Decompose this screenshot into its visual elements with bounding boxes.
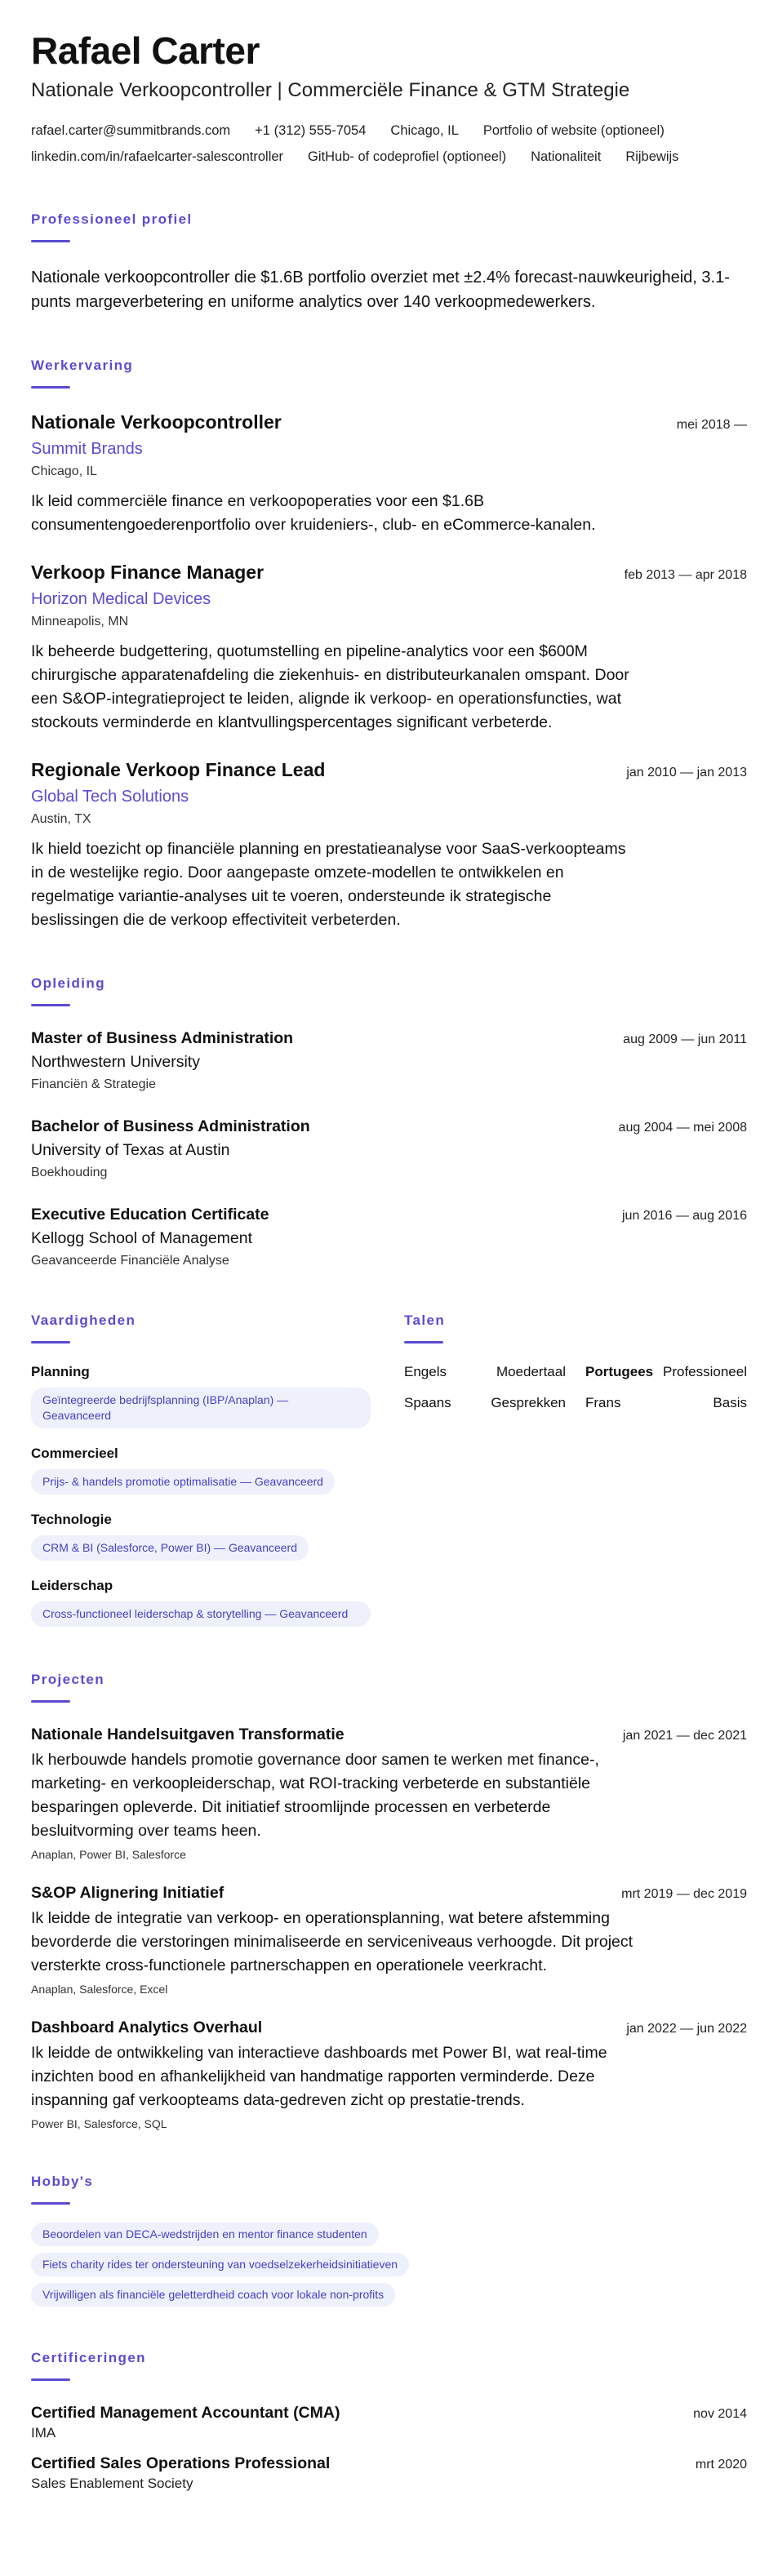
project-name: Dashboard Analytics Overhaul xyxy=(31,2019,263,2036)
project-dates: jan 2021 — dec 2021 xyxy=(622,1729,747,1743)
profile-summary: Nationale verkoopcontroller die $1.6B portfolio overziet met ±2.4% forecast-nauwkeurigheid, 3.1-punts margeverbetering en uniforme analytics over 140 verkoopmedewerkers. xyxy=(31,269,730,311)
section-certifications xyxy=(31,2349,747,2494)
contact-email[interactable]: rafael.carter@summitbrands.com xyxy=(31,123,231,138)
language-level: Basis xyxy=(713,1395,747,1410)
section-profile xyxy=(31,211,747,314)
section-hobbies xyxy=(31,2173,747,2307)
skill-category xyxy=(31,1363,372,1428)
section-experience xyxy=(31,357,747,932)
language-item xyxy=(404,1394,566,1412)
certification-entry xyxy=(31,2402,747,2443)
job-company: Global Tech Solutions xyxy=(31,788,189,806)
language-level: Gesprekken xyxy=(491,1395,566,1410)
certification-date: mrt 2020 xyxy=(695,2458,747,2472)
contact-phone[interactable]: +1 (312) 555-7054 xyxy=(255,123,367,138)
language-name: Engels xyxy=(404,1364,447,1379)
section-title: Professioneel profiel xyxy=(31,211,193,227)
project-tools: Anaplan, Power BI, Salesforce xyxy=(31,1848,186,1861)
section-divider xyxy=(31,1004,70,1006)
job-title: Nationale Verkoopcontroller xyxy=(31,411,282,433)
project-dates: jan 2022 — jun 2022 xyxy=(626,2022,747,2036)
skill-category xyxy=(31,1511,372,1561)
hobby-pill: Beoordelen van DECA-wedstrijden en mentor finance studenten xyxy=(31,2223,379,2246)
skill-pill: Geïntegreerde bedrijfsplanning (IBP/Anaplan) — Geavanceerd xyxy=(31,1388,371,1428)
job-dates: feb 2013 — apr 2018 xyxy=(624,568,747,582)
section-title: Vaardigheden xyxy=(31,1312,136,1328)
section-title: Talen xyxy=(404,1312,446,1328)
section-divider xyxy=(31,386,70,389)
education-entry xyxy=(31,1028,747,1095)
certification-entry xyxy=(31,2453,747,2494)
section-divider xyxy=(404,1341,443,1344)
language-item xyxy=(585,1363,747,1381)
job-dates: jan 2010 — jan 2013 xyxy=(626,766,747,779)
certification-issuer: IMA xyxy=(31,2425,56,2441)
section-title: Projecten xyxy=(31,1672,105,1687)
school-name: Kellogg School of Management xyxy=(31,1229,253,1247)
study-field: Boekhouding xyxy=(31,1166,108,1179)
language-name: Spaans xyxy=(404,1395,451,1410)
education-dates: aug 2004 — mei 2008 xyxy=(618,1121,747,1135)
experience-entry xyxy=(31,410,747,537)
experience-entry xyxy=(31,560,747,735)
section-skills-languages xyxy=(31,1312,747,1627)
project-name: Nationale Handelsuitgaven Transformatie xyxy=(31,1725,345,1743)
degree-title: Master of Business Administration xyxy=(31,1029,294,1047)
project-name: S&OP Alignering Initiatief xyxy=(31,1884,225,1902)
section-divider xyxy=(31,240,70,242)
section-title: Opleiding xyxy=(31,975,105,991)
section-divider xyxy=(31,2378,70,2381)
skill-pill: Prijs- & handels promotie optimalisatie — Geavanceerd xyxy=(31,1469,335,1495)
job-location: Minneapolis, MN xyxy=(31,615,129,628)
job-title: Verkoop Finance Manager xyxy=(31,562,265,583)
job-description: Ik beheerde budgettering, quotumstelling en pipeline-analytics voor een $600M chirurgische apparatenafdeling die ziekenhuis- en distributeurkanalen omspant. Door een S&OP-integratieproject te leiden, alignde ik verkoop- en operationsfuncties, wat stockouts verminderde en klantvullingspercentages significant verbeterde. xyxy=(31,642,629,731)
language-name: Frans xyxy=(585,1395,621,1410)
project-dates: mrt 2019 — dec 2019 xyxy=(621,1887,747,1901)
job-description: Ik leid commerciële finance en verkoopoperaties voor een $1.6B consumentengoederenportfolio over kruideniers-, club- en eCommerce-kanalen. xyxy=(31,492,596,534)
project-entry xyxy=(31,2017,747,2132)
section-projects xyxy=(31,1671,747,2132)
language-row xyxy=(404,1394,747,1412)
skills-column xyxy=(31,1312,372,1627)
skill-category xyxy=(31,1577,372,1627)
experience-entry xyxy=(31,757,747,932)
job-title: Regionale Verkoop Finance Lead xyxy=(31,759,326,780)
study-field: Financiën & Strategie xyxy=(31,1077,156,1091)
project-description: Ik leidde de ontwikkeling van interactieve dashboards met Power BI, wat real-time inzichten bood en afhankelijkheid van handmatige rapporten verminderde. Deze inspanning gaf verkoopteams data-gedreven zicht op prestatie-trends. xyxy=(31,2044,607,2109)
job-location: Austin, TX xyxy=(31,812,91,826)
skill-category-label: Leiderschap xyxy=(31,1578,113,1593)
contact-drivers-license: Rijbewijs xyxy=(625,149,679,164)
job-location: Chicago, IL xyxy=(31,464,97,478)
certification-issuer: Sales Enablement Society xyxy=(31,2476,193,2491)
contact-portfolio[interactable]: Portfolio of website (optioneel) xyxy=(482,123,665,138)
job-description: Ik hield toezicht op financiële planning en prestatieanalyse voor SaaS-verkoopteams in de westelijke regio. Door aangepaste omzete-modellen te ontwikkelen en regelmatige variantie-analyses uit te voeren, ondersteunde ik strategische beslissingen die de verkoop effectiviteit verbeterden. xyxy=(31,840,626,929)
language-item xyxy=(404,1363,566,1381)
language-item xyxy=(585,1394,747,1412)
education-dates: jun 2016 — aug 2016 xyxy=(621,1209,747,1223)
project-tools: Power BI, Salesforce, SQL xyxy=(31,2117,167,2130)
resume-header xyxy=(31,29,747,170)
job-company: Horizon Medical Devices xyxy=(31,590,211,608)
section-divider xyxy=(31,1700,70,1703)
section-title: Werkervaring xyxy=(31,358,134,373)
skill-category xyxy=(31,1445,372,1495)
certification-name: Certified Sales Operations Professional xyxy=(31,2454,331,2472)
contact-github[interactable]: GitHub- of codeprofiel (optioneel) xyxy=(308,149,507,164)
certification-date: nov 2014 xyxy=(693,2407,747,2421)
hobby-pill: Fiets charity rides ter ondersteuning van voedselzekerheidsinitiatieven xyxy=(31,2253,409,2276)
contact-linkedin[interactable]: linkedin.com/in/rafaelcarter-salescontroller xyxy=(31,149,284,164)
skill-category-label: Technologie xyxy=(31,1512,112,1527)
contact-nationality: Nationaliteit xyxy=(531,149,602,164)
degree-title: Bachelor of Business Administration xyxy=(31,1117,310,1135)
project-entry xyxy=(31,1882,747,1997)
education-dates: aug 2009 — jun 2011 xyxy=(623,1033,747,1046)
project-tools: Anaplan, Salesforce, Excel xyxy=(31,1983,168,1996)
skill-category-label: Commercieel xyxy=(31,1446,118,1461)
certification-name: Certified Management Accountant (CMA) xyxy=(31,2404,340,2422)
school-name: University of Texas at Austin xyxy=(31,1141,230,1159)
language-row xyxy=(404,1363,747,1381)
study-field: Geavanceerde Financiële Analyse xyxy=(31,1254,229,1268)
skill-pill: CRM & BI (Salesforce, Power BI) — Geavanceerd xyxy=(31,1535,309,1561)
section-title: Certificeringen xyxy=(31,2350,146,2365)
project-description: Ik leidde de integratie van verkoop- en operationsplanning, wat betere afstemming bevorderde die verstoringen minimaliseerde en serviceniveaus verhoogde. Dit project versterkte cross-functionele partnerschappen en operationele veerkracht. xyxy=(31,1909,634,1974)
section-education xyxy=(31,975,747,1271)
language-level: Moedertaal xyxy=(496,1364,566,1379)
candidate-name: Rafael Carter xyxy=(31,29,260,72)
contact-info xyxy=(31,118,747,170)
skill-pill: Cross-functioneel leiderschap & storytelling — Geavanceerd xyxy=(31,1601,371,1627)
degree-title: Executive Education Certificate xyxy=(31,1206,269,1224)
section-divider xyxy=(31,1341,70,1344)
contact-location: Chicago, IL xyxy=(390,123,459,138)
languages-column xyxy=(404,1312,747,1627)
language-name: Portugees xyxy=(585,1364,654,1379)
job-company: Summit Brands xyxy=(31,440,143,458)
section-title: Hobby's xyxy=(31,2174,94,2189)
language-level: Professioneel xyxy=(662,1364,747,1379)
school-name: Northwestern University xyxy=(31,1053,200,1071)
hobby-pill: Vrijwilligen als financiële geletterdheid coach voor lokale non-profits xyxy=(31,2283,395,2307)
section-divider xyxy=(31,2202,70,2205)
project-entry xyxy=(31,1724,747,1863)
education-entry xyxy=(31,1116,747,1183)
job-dates: mei 2018 — xyxy=(676,418,747,432)
candidate-headline: Nationale Verkoopcontroller | Commerciële Finance & GTM Strategie xyxy=(31,79,630,101)
education-entry xyxy=(31,1204,747,1271)
skill-category-label: Planning xyxy=(31,1364,90,1379)
project-description: Ik herbouwde handels promotie governance door samen te werken met finance-, marketing- en verkoopleiderschap, wat ROI-tracking verbeterde en substantiële besparingen opleverde. Dit initiatief stroomlijnde processen en verbeterde besluitvorming over teams heen. xyxy=(31,1751,599,1840)
